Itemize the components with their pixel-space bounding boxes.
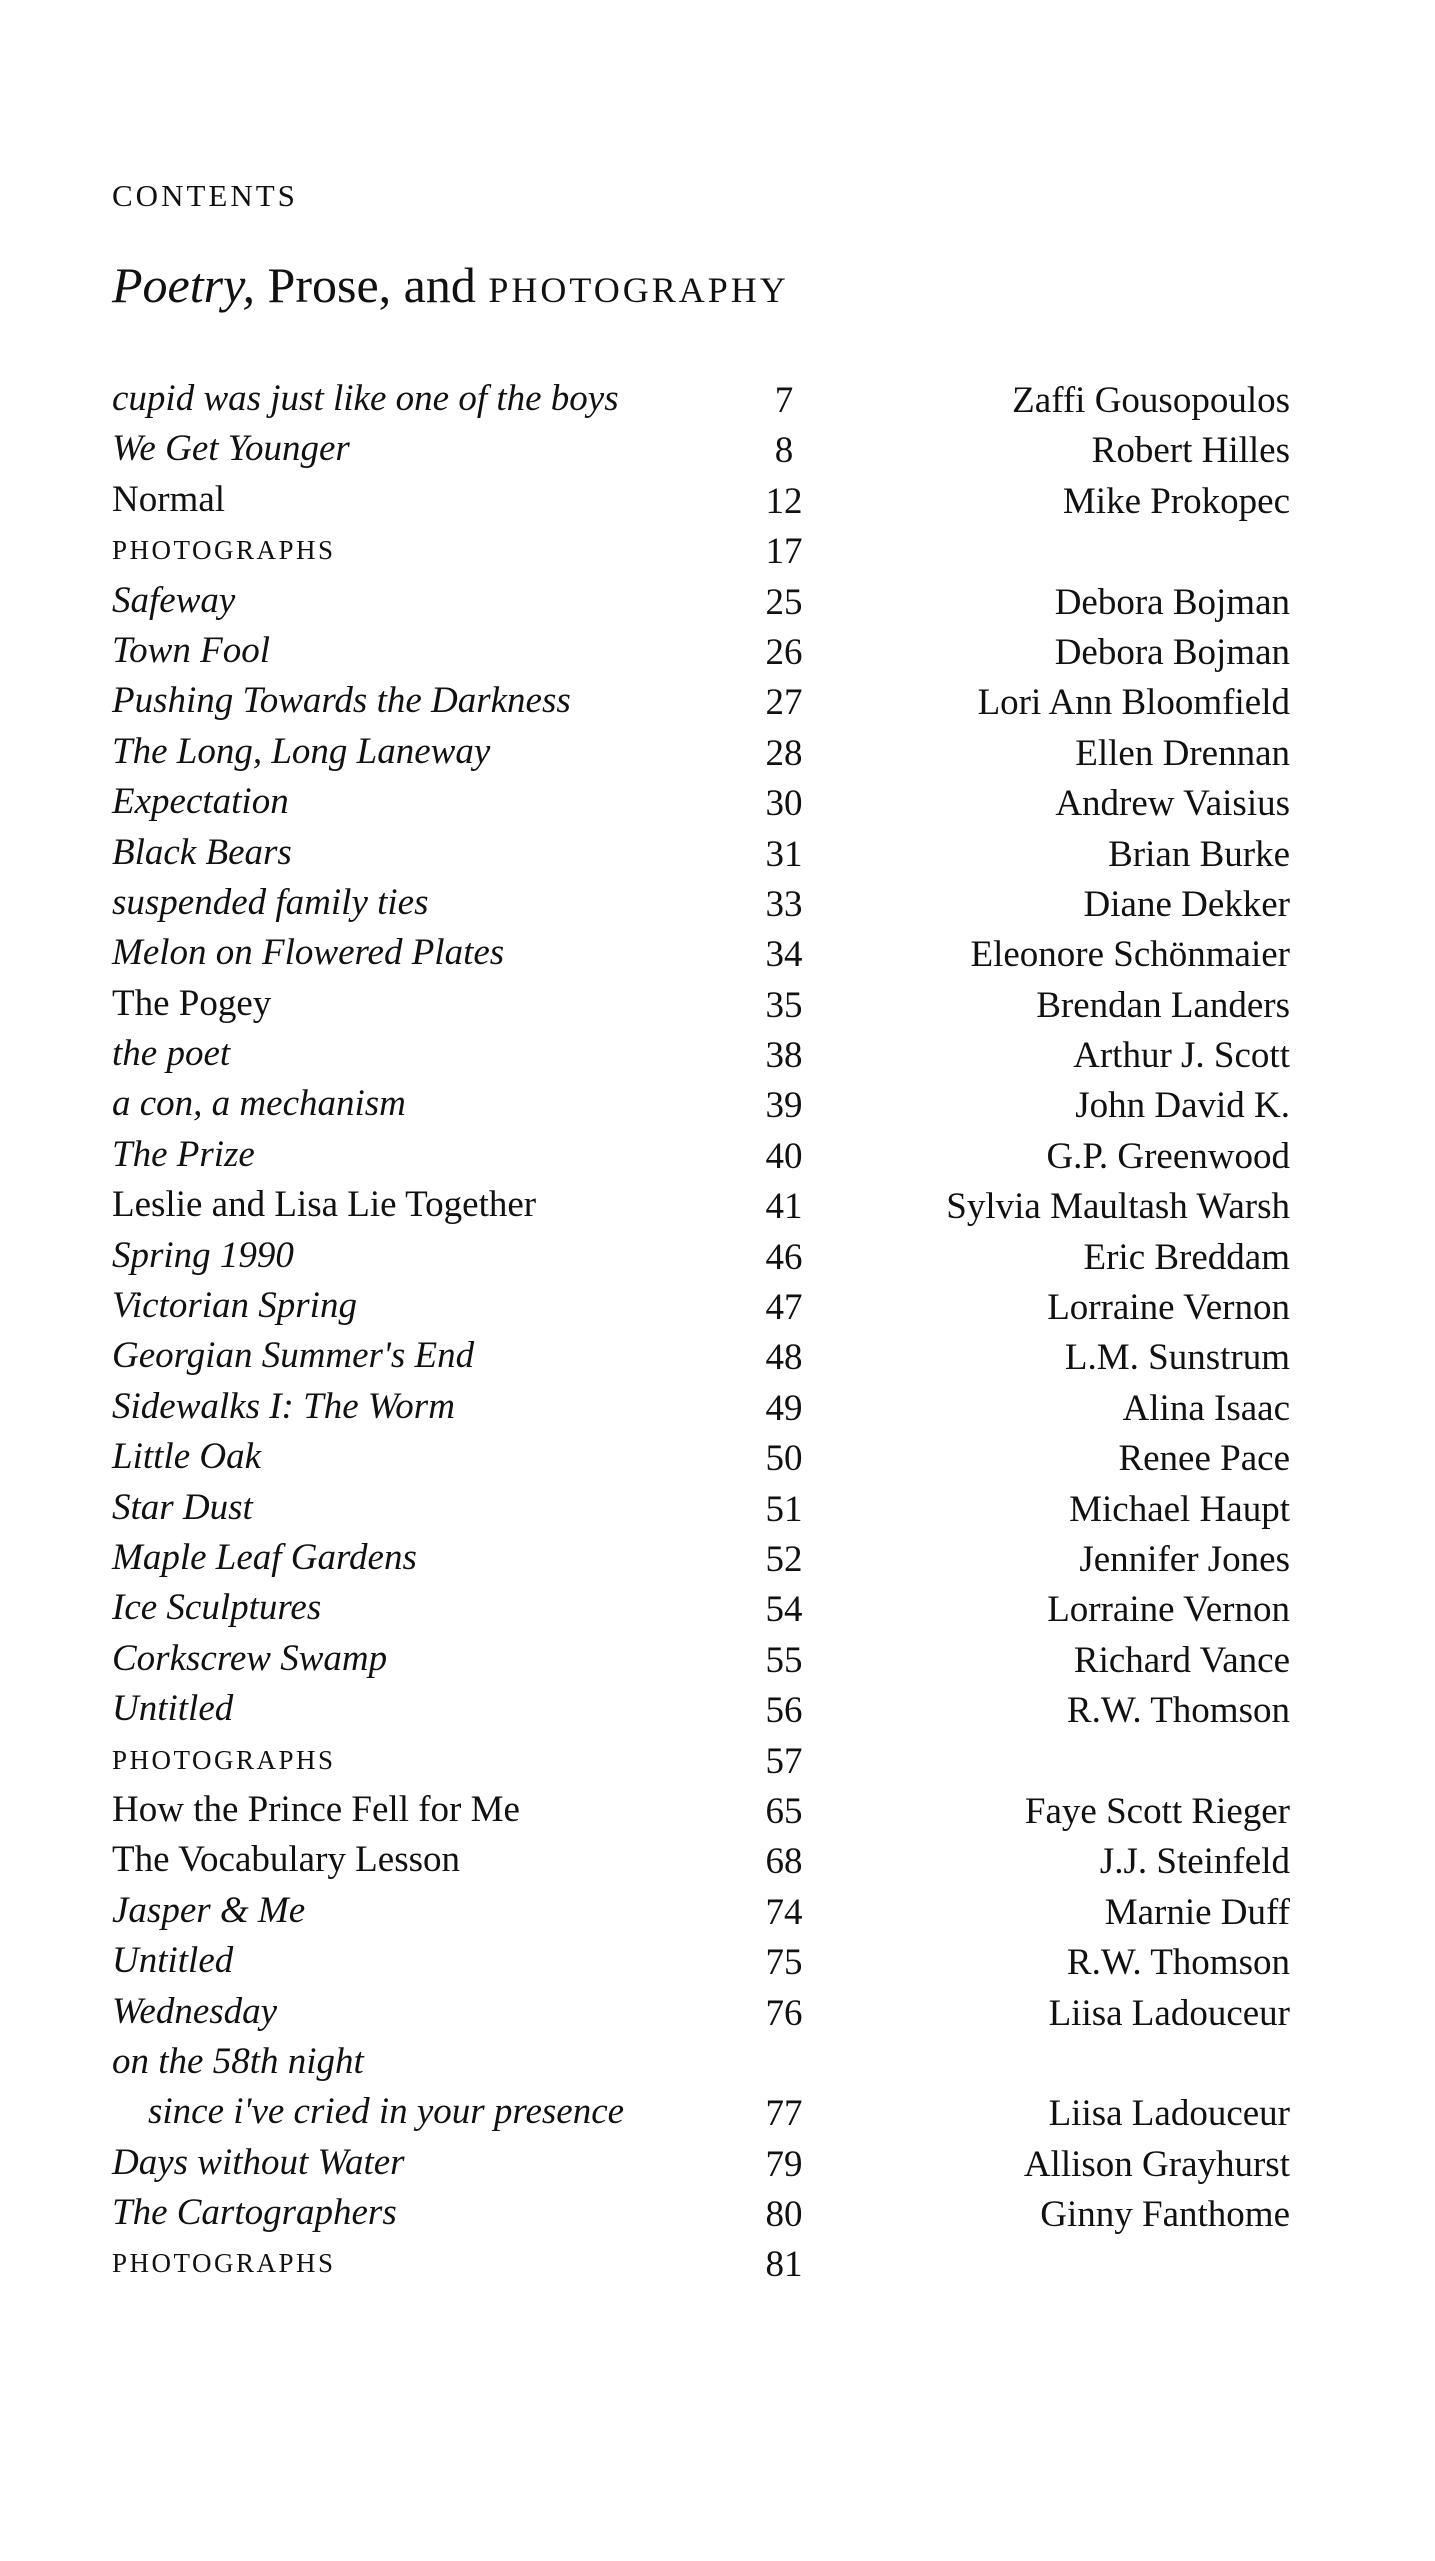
- page-heading: CONTENTS: [112, 178, 298, 213]
- entry-author: Arthur J. Scott: [1073, 1035, 1290, 1077]
- entry-title: Jasper & Me: [112, 1889, 306, 1931]
- entry-page-number: 39: [765, 1085, 803, 1127]
- entry-author: Ellen Drennan: [1075, 732, 1290, 774]
- entry-title: The Long, Long Laneway: [112, 730, 491, 772]
- entry-page-number: 49: [765, 1387, 803, 1429]
- entry-author: Debora Bojman: [1054, 581, 1290, 623]
- entry-page-number: 47: [765, 1287, 803, 1329]
- entry-page-number: 76: [765, 1992, 803, 2034]
- entry-author: Brendan Landers: [1036, 984, 1290, 1026]
- toc-entry: [112, 525, 1290, 575]
- toc-entry: [112, 1079, 1290, 1129]
- entry-author: Marnie Duff: [1104, 1891, 1290, 1933]
- toc-entry: [112, 1735, 1290, 1785]
- toc-entry: [112, 2037, 1290, 2087]
- entry-page-number: 26: [765, 631, 803, 673]
- toc-entry: [112, 676, 1290, 726]
- entry-title: Ice Sculptures: [112, 1587, 322, 1629]
- toc-entry: [112, 2188, 1290, 2238]
- entry-title: Untitled: [112, 1940, 234, 1982]
- entry-author: Alina Isaac: [1122, 1387, 1290, 1429]
- subtitle-photography: PHOTOGRAPHY: [488, 270, 789, 310]
- toc-entry: [112, 777, 1290, 827]
- entry-title: How the Prince Fell for Me: [112, 1788, 520, 1830]
- toc-entry: [112, 878, 1290, 928]
- toc-entry: [112, 1533, 1290, 1583]
- entry-page-number: 35: [765, 984, 803, 1026]
- entry-title: Corkscrew Swamp: [112, 1637, 388, 1679]
- entry-author: L.M. Sunstrum: [1064, 1337, 1290, 1379]
- entry-title: PHOTOGRAPHS: [112, 535, 336, 566]
- entry-page-number: 28: [765, 732, 803, 774]
- toc-entry: [112, 1684, 1290, 1734]
- toc-entry: [112, 2087, 1290, 2137]
- entry-title: Pushing Towards the Darkness: [112, 680, 571, 722]
- entry-author: Lorraine Vernon: [1047, 1287, 1290, 1329]
- entry-page-number: 52: [765, 1538, 803, 1580]
- subtitle-prose: Prose, and: [255, 257, 489, 313]
- entry-title: Spring 1990: [112, 1234, 294, 1276]
- toc-entry: [112, 1785, 1290, 1835]
- entry-author: Ginny Fanthome: [1040, 2194, 1290, 2236]
- entry-page-number: 30: [765, 783, 803, 825]
- toc-entry: [112, 475, 1290, 525]
- entry-title: Days without Water: [112, 2141, 405, 2183]
- entry-title: Wednesday: [112, 1990, 278, 2032]
- entry-title: The Pogey: [112, 982, 272, 1024]
- entry-page-number: 75: [765, 1942, 803, 1984]
- toc-entry: [112, 1130, 1290, 1180]
- entry-title: on the 58th night: [112, 2040, 364, 2082]
- entry-page-number: 41: [765, 1186, 803, 1228]
- entry-title: Untitled: [112, 1688, 234, 1730]
- entry-page-number: 7: [774, 380, 794, 421]
- entry-author: Andrew Vaisius: [1055, 783, 1290, 825]
- entry-author: J.J. Steinfeld: [1099, 1841, 1290, 1883]
- entry-title: PHOTOGRAPHS: [112, 2248, 336, 2279]
- toc-entry: [112, 2138, 1290, 2188]
- entry-page-number: 40: [765, 1135, 803, 1177]
- entry-author: Zaffi Gousopoulos: [1012, 380, 1290, 421]
- toc-entry: [112, 727, 1290, 777]
- entry-author: R.W. Thomson: [1066, 1690, 1290, 1732]
- entry-title: Expectation: [112, 781, 289, 823]
- toc-entry: [112, 1231, 1290, 1281]
- entry-title: The Prize: [112, 1133, 255, 1175]
- entry-title: the poet: [112, 1033, 231, 1075]
- entry-author: Lorraine Vernon: [1047, 1589, 1290, 1631]
- entry-page-number: 12: [765, 480, 803, 522]
- entry-page-number: 57: [765, 1740, 803, 1782]
- entry-title: The Cartographers: [112, 2192, 397, 2234]
- entry-title: PHOTOGRAPHS: [112, 1744, 336, 1775]
- entry-author: Debora Bojman: [1054, 631, 1290, 673]
- entry-author: Diane Dekker: [1083, 883, 1290, 925]
- entry-title: Maple Leaf Gardens: [112, 1536, 417, 1578]
- entry-page-number: 51: [765, 1488, 803, 1530]
- toc-entry: [112, 1835, 1290, 1885]
- entry-page-number: 48: [765, 1337, 803, 1379]
- toc-entry: [112, 1886, 1290, 1936]
- entry-author: Renee Pace: [1118, 1438, 1290, 1480]
- entry-title: Safeway: [112, 579, 236, 621]
- entry-page-number: 50: [765, 1438, 803, 1480]
- toc-entry: [112, 374, 1290, 424]
- entry-title: Normal: [112, 478, 226, 520]
- entry-title: Georgian Summer's End: [112, 1335, 475, 1377]
- entry-author: Michael Haupt: [1069, 1488, 1290, 1530]
- entry-author: R.W. Thomson: [1066, 1942, 1290, 1984]
- toc-entry: [112, 1432, 1290, 1482]
- entry-page-number: 81: [765, 2244, 803, 2286]
- toc-entry: [112, 1281, 1290, 1331]
- entry-author: Lori Ann Bloomfield: [977, 682, 1290, 724]
- entry-author: Eric Breddam: [1083, 1236, 1290, 1278]
- toc-entry: [112, 1583, 1290, 1633]
- toc-entry: [112, 2238, 1290, 2288]
- entry-page-number: 65: [765, 1790, 803, 1832]
- subtitle-poetry: Poetry,: [112, 257, 256, 313]
- entry-page-number: 77: [765, 2093, 803, 2135]
- entry-author: Eleonore Schönmaier: [970, 934, 1290, 976]
- entry-page-number: 79: [765, 2143, 803, 2185]
- entry-title: Black Bears: [112, 831, 292, 873]
- entry-page-number: 17: [765, 531, 803, 573]
- entry-author: Robert Hilles: [1091, 430, 1290, 472]
- entry-page-number: 56: [765, 1690, 803, 1732]
- toc-entry: [112, 979, 1290, 1029]
- entry-page-number: 68: [765, 1841, 803, 1883]
- entry-author: Richard Vance: [1073, 1639, 1290, 1681]
- entry-author: Sylvia Maultash Warsh: [946, 1186, 1290, 1228]
- entry-author: Mike Prokopec: [1062, 480, 1290, 522]
- entry-page-number: 54: [765, 1589, 803, 1631]
- entry-title: The Vocabulary Lesson: [112, 1839, 460, 1881]
- section-subtitle: [112, 257, 789, 313]
- entry-page-number: 80: [765, 2194, 803, 2236]
- toc-entry: [112, 1029, 1290, 1079]
- entry-author: Allison Grayhurst: [1023, 2143, 1290, 2185]
- entry-page-number: 55: [765, 1639, 803, 1681]
- entry-page-number: 74: [765, 1891, 803, 1933]
- entry-page-number: 27: [765, 682, 803, 724]
- toc-entry: [112, 1987, 1290, 2037]
- entry-title: Town Fool: [112, 629, 270, 671]
- toc-entry: [112, 424, 1290, 474]
- toc-entry: [112, 1634, 1290, 1684]
- entry-title: Star Dust: [112, 1486, 253, 1528]
- entry-author: John David K.: [1075, 1085, 1290, 1127]
- entry-author: Jennifer Jones: [1079, 1538, 1290, 1580]
- entry-page-number: 33: [765, 883, 803, 925]
- entry-page-number: 8: [774, 430, 794, 472]
- entry-title: a con, a mechanism: [112, 1083, 406, 1125]
- toc-entry: [112, 828, 1290, 878]
- toc-entry: [112, 1483, 1290, 1533]
- entry-title: We Get Younger: [112, 428, 350, 470]
- toc-entry: [112, 1936, 1290, 1986]
- entry-page-number: 25: [765, 581, 803, 623]
- entry-title: cupid was just like one of the boys: [112, 378, 619, 419]
- toc-entry: [112, 1331, 1290, 1381]
- toc-entry: [112, 1382, 1290, 1432]
- toc-entry: [112, 576, 1290, 626]
- entry-title: suspended family ties: [112, 881, 429, 923]
- toc-entry: [112, 626, 1290, 676]
- entry-author: Liisa Ladouceur: [1048, 2093, 1290, 2135]
- table-of-contents: [112, 374, 1290, 2289]
- entry-title: Little Oak: [112, 1436, 262, 1478]
- entry-page-number: 46: [765, 1236, 803, 1278]
- entry-title: Victorian Spring: [112, 1285, 357, 1327]
- entry-title: Leslie and Lisa Lie Together: [112, 1184, 537, 1226]
- entry-title: since i've cried in your presence: [148, 2091, 625, 2133]
- entry-author: G.P. Greenwood: [1046, 1135, 1290, 1177]
- entry-author: Brian Burke: [1108, 833, 1290, 875]
- entry-page-number: 38: [765, 1035, 803, 1077]
- entry-title: Melon on Flowered Plates: [112, 932, 505, 974]
- entry-title: Sidewalks I: The Worm: [112, 1385, 455, 1427]
- toc-entry: [112, 1180, 1290, 1230]
- entry-author: Liisa Ladouceur: [1048, 1992, 1290, 2034]
- entry-author: Faye Scott Rieger: [1024, 1790, 1290, 1832]
- toc-entry: [112, 928, 1290, 978]
- entry-page-number: 31: [765, 833, 803, 875]
- entry-page-number: 34: [765, 934, 803, 976]
